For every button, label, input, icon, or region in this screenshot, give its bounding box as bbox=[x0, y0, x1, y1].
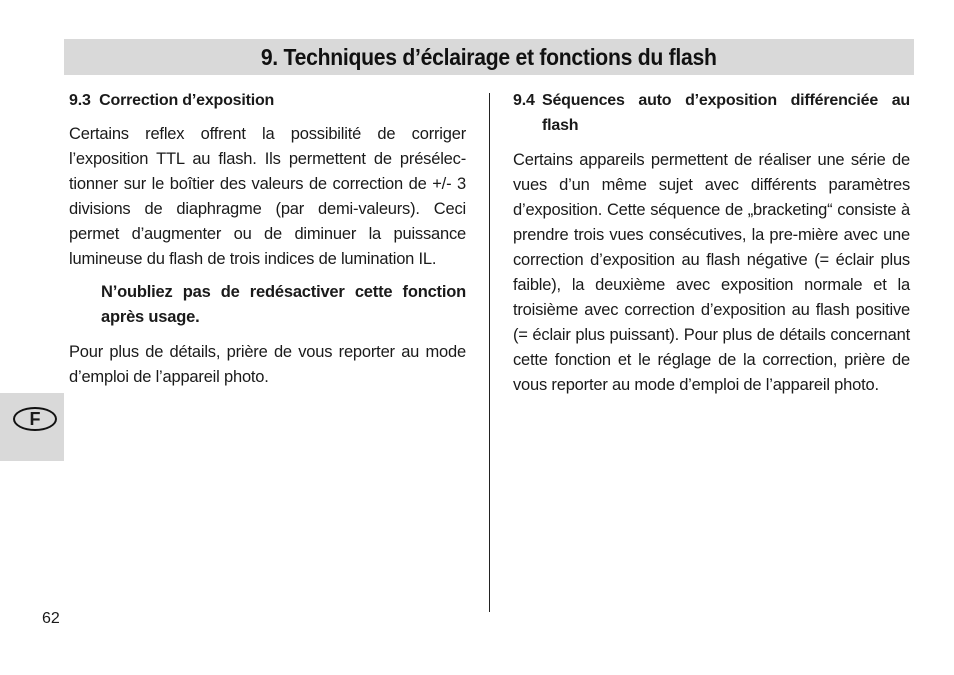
right-column bbox=[513, 88, 910, 398]
body-paragraph: Certains appareils permettent de réaliser une série de vues d’un même sujet avec différents paramètres d’exposition. Cette séquence de „bracketing“ consiste à prendre trois vues consécutives, la pre-mière avec une correction d’exposition au flash négative (= éclair plus faible), la deuxième avec exposition normale et la troisième avec correction d’exposition au flash positive (= éclair plus puissant). Pour plus de détails concernant cette fonction et le réglage de la correction, prière de vous reporter au mode d’emploi de l’appareil photo. bbox=[513, 151, 910, 394]
section-heading-9-4 bbox=[513, 88, 910, 138]
section-number: 9.3 bbox=[69, 92, 91, 109]
body-paragraph: Pour plus de détails, prière de vous reporter au mode d’emploi de l’appareil photo. bbox=[69, 343, 466, 386]
left-column bbox=[69, 88, 466, 390]
chapter-title: 9. Techniques d’éclairage et fonctions du flash bbox=[261, 43, 717, 70]
page-number: 62 bbox=[42, 610, 60, 627]
section-title: Correction d’exposition bbox=[99, 92, 275, 109]
language-tab bbox=[0, 393, 64, 461]
column-divider bbox=[489, 93, 490, 612]
note-paragraph: N’oubliez pas de redésactiver cette fonction après usage. bbox=[101, 283, 466, 326]
language-badge: F bbox=[13, 407, 57, 431]
chapter-title-bar bbox=[64, 39, 914, 75]
body-paragraph: Certains reflex offrent la possibilité de corriger l’exposition TTL au flash. Ils permettent de présélec-tionner sur le boîtier des valeurs de correction de +/- 3 divisions de diaphragme (par demi-valeurs). Ceci permet d’augmenter ou de diminuer la puissance lumineuse du flash de trois indices de lumination IL. bbox=[69, 125, 466, 268]
section-number: 9.4 bbox=[513, 92, 535, 109]
section-heading-9-3 bbox=[69, 88, 466, 113]
section-title: Séquences auto d’exposition différenciée au flash bbox=[542, 92, 910, 134]
